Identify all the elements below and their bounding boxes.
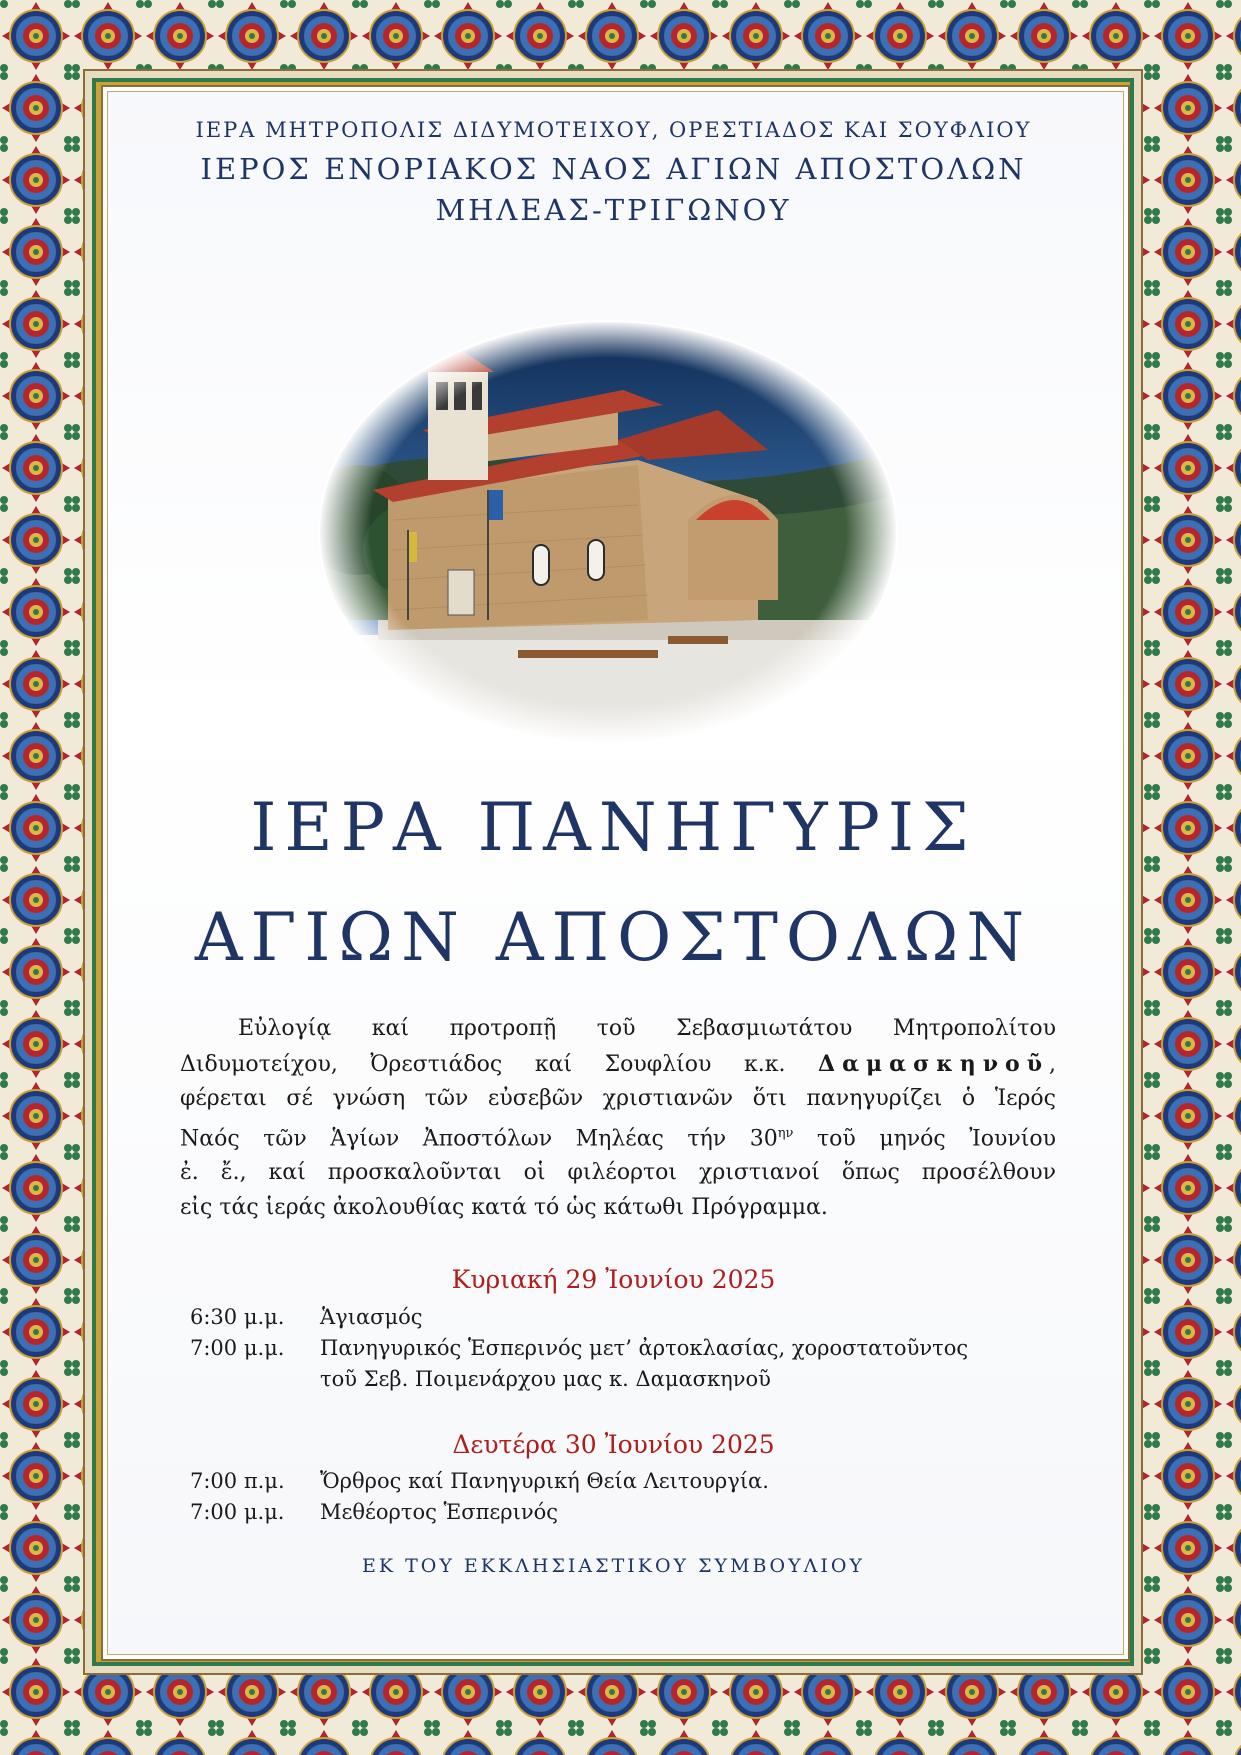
ordinal-suffix: ην xyxy=(777,1125,794,1141)
announcement-line-2-end: , xyxy=(1049,1051,1056,1077)
village-heading: ΜΗΛΕΑΣ-ΤΡΙΓΩΝΟΥ xyxy=(435,193,792,227)
announcement-line-2-text: Διδυμοτείχου, Ὀρεστιάδος καί Σουφλίου κ.κ. xyxy=(180,1051,819,1077)
schedule-row xyxy=(190,1333,968,1364)
event-description: Μεθέορτος Ἑσπερινός xyxy=(320,1500,559,1524)
announcement-paragraph xyxy=(180,1012,1056,1225)
event-time: 6:30 μ.μ. xyxy=(190,1305,285,1329)
event-time: 7:00 μ.μ. xyxy=(190,1336,285,1360)
day2-heading: Δευτέρα 30 Ἰουνίου 2025 xyxy=(452,1430,775,1459)
event-time: 7:00 π.μ. xyxy=(190,1469,285,1493)
event-description: Πανηγυρικός Ἑσπερινός μετ’ ἀρτοκλασίας, χοροστατοῦντος xyxy=(320,1336,969,1360)
announcement-line-6: εἰς τάς ἱεράς ἀκολουθίας κατά τό ὡς κάτωθι Πρόγραμμα. xyxy=(180,1194,828,1220)
schedule-row-continuation: τοῦ Σεβ. Ποιμενάρχου μας κ. Δαμασκηνοῦ xyxy=(320,1367,771,1391)
main-title-line2: ΑΓΙΩΝ ΑΠΟΣΤΟΛΩΝ xyxy=(194,899,1033,976)
main-title-line1: ΙΕΡΑ ΠΑΝΗΓΥΡΙΣ xyxy=(250,789,977,866)
event-description: Ἁγιασμός xyxy=(320,1305,423,1329)
church-heading: ΙΕΡΟΣ ΕΝΟΡΙΑΚΟΣ ΝΑΟΣ ΑΓΙΩΝ ΑΠΟΣΤΟΛΩΝ xyxy=(200,152,1027,186)
announcement-line-4-text: Ναός τῶν Ἁγίων Ἀποστόλων Μηλέας τήν 30 xyxy=(180,1125,778,1151)
event-time: 7:00 μ.μ. xyxy=(190,1500,285,1524)
day1-heading: Κυριακή 29 Ἰουνίου 2025 xyxy=(451,1265,776,1294)
announcement-line-4 xyxy=(180,1117,1056,1157)
announcement-line-3: φέρεται σέ γνώση τῶν εὐσεβῶν χριστιανῶν ὅτι πανηγυρίζει ὁ Ἱερός xyxy=(180,1086,1056,1111)
event-description: Ὄρθρος καί Πανηγυρική Θεία Λειτουργία. xyxy=(320,1469,769,1493)
metropolis-heading: ΙΕΡΑ ΜΗΤΡΟΠΟΛΙΣ ΔΙΔΥΜΟΤΕΙΧΟΥ, ΟΡΕΣΤΙΑΔΟΣ ΚΑΙ ΣΟΥΦΛΙΟΥ xyxy=(195,118,1032,142)
announcement-line-5: ἐ. ἔ., καί προσκαλοῦνται οἱ φιλέορτοι χριστιανοί ὅπως προσέλθουν xyxy=(180,1160,1056,1186)
schedule-row xyxy=(190,1302,423,1333)
footer-signature: ΕΚ ΤΟΥ ΕΚΚΛΗΣΙΑΣΤΙΚΟΥ ΣΥΜΒΟΥΛΙΟΥ xyxy=(362,1555,865,1577)
church-photo xyxy=(318,320,898,745)
schedule-row xyxy=(190,1466,769,1497)
bishop-name: Δαμασκηνοῦ xyxy=(818,1050,1049,1077)
announcement-line-2 xyxy=(180,1047,1056,1083)
announcement-line-4-end: τοῦ μηνός Ἰουνίου xyxy=(793,1125,1057,1151)
announcement-line-1: Εὐλογίᾳ καί προτροπῇ τοῦ Σεβασμιωτάτου Μητροπολίτου xyxy=(238,1016,1056,1041)
schedule-row xyxy=(190,1497,558,1528)
